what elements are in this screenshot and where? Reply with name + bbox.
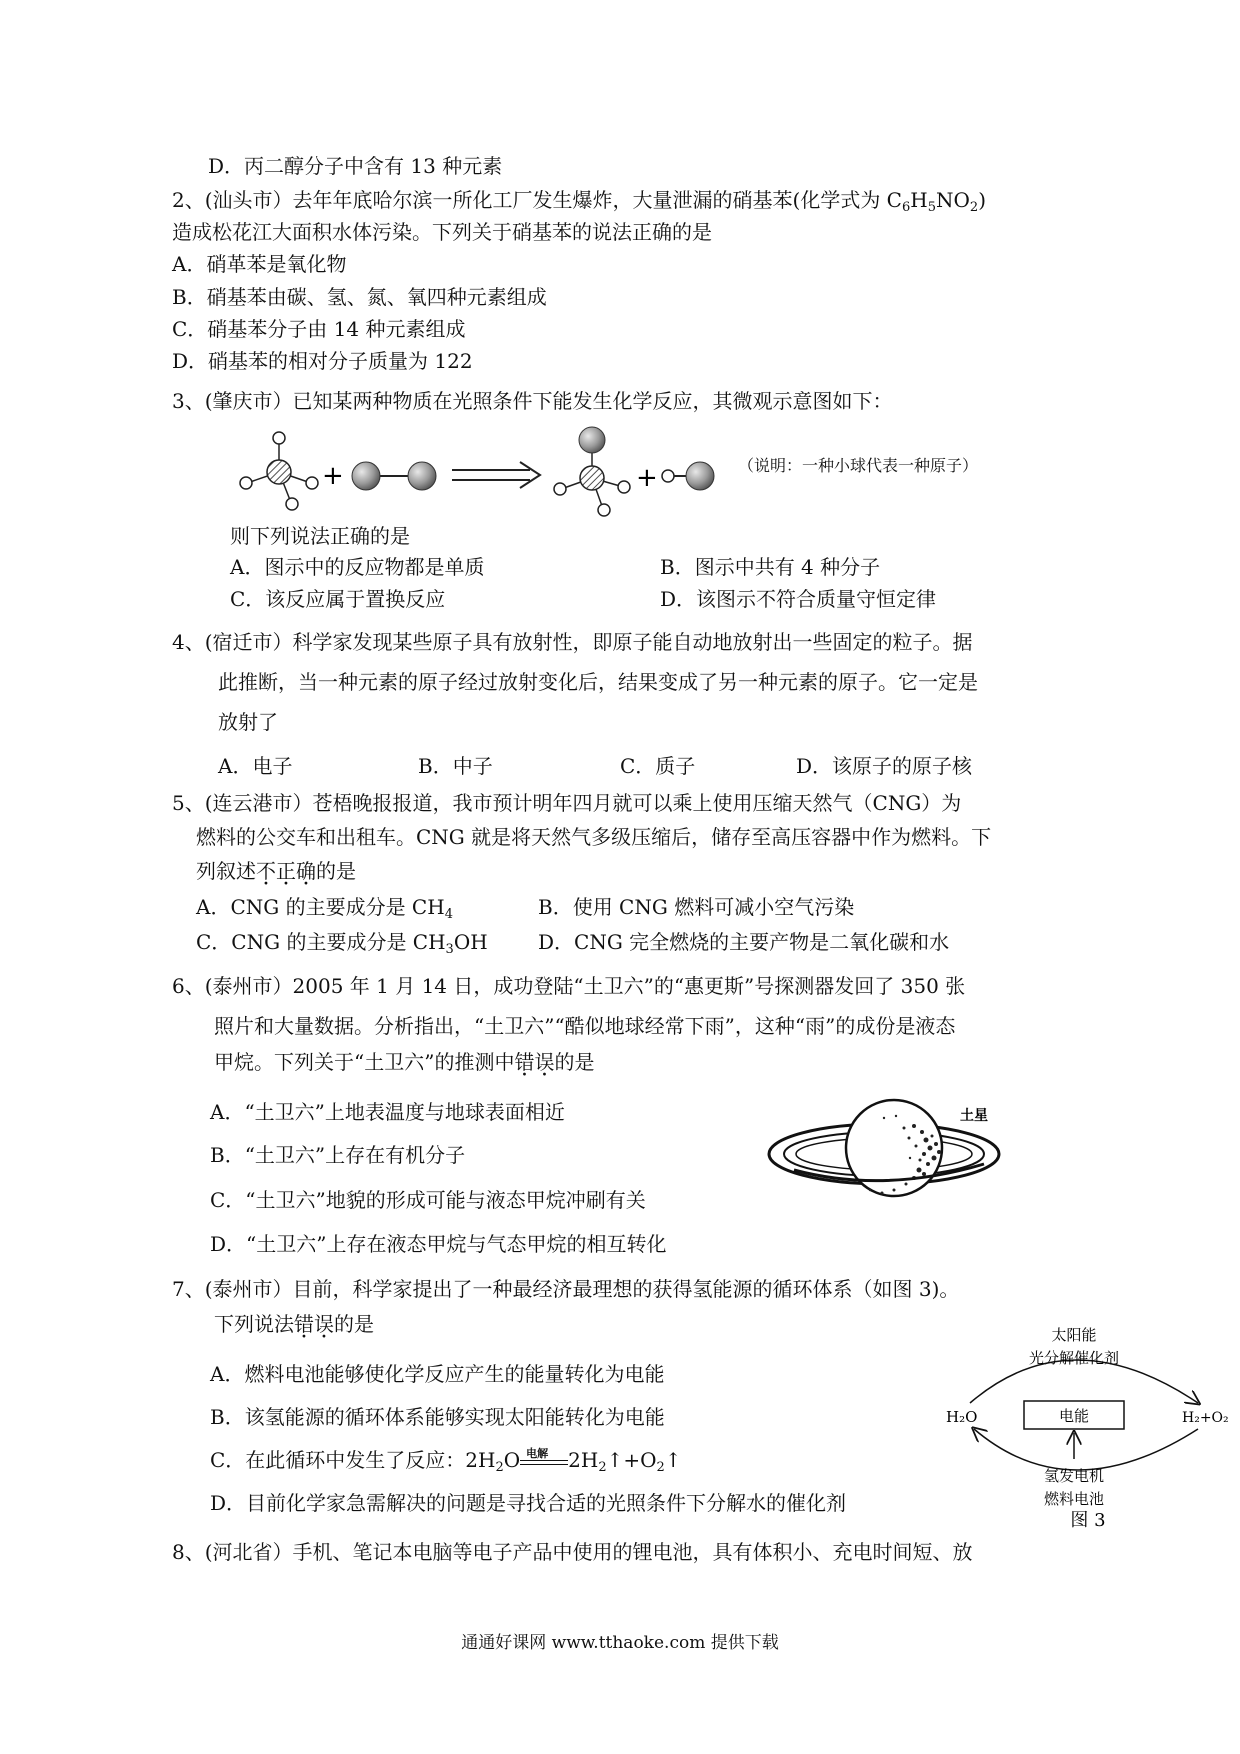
electrolysis-condition: 电解 (526, 1446, 549, 1460)
q5-option-d: D．CNG 完全燃烧的主要产物是二氧化碳和水 (538, 930, 950, 954)
q7-stem-line2: 下列说法错误的是 (214, 1312, 374, 1336)
q8-stem-line1: 8、(河北省）手机、笔记本电脑等电子产品中使用的锂电池，具有体积小、充电时间短、放 (172, 1540, 973, 1564)
q2-stem-line1: 2、(汕头市）去年年底哈尔滨一所化工厂发生爆炸，大量泄漏的硝基苯(化学式为 $C_6H_5NO_2$) (172, 188, 987, 215)
q2-stem-line2: 造成松花江大面积水体污染。下列关于硝基苯的说法正确的是 (172, 220, 712, 244)
label-catalyst: 光分解催化剂 (1028, 1349, 1120, 1367)
reactant-molecule-1 (240, 432, 318, 510)
product-molecule-2 (662, 462, 714, 490)
product-molecule-1 (554, 427, 630, 516)
q4-stem-line3: 放射了 (218, 710, 278, 734)
q3-option-b: B．图示中共有 4 种分子 (660, 555, 881, 579)
q5-stem-line2: 燃料的公交车和出租车。CNG 就是将天然气多级压缩后，储存至高压容器中作为燃料。下 (196, 825, 992, 849)
q5-stem-line3: 列叙述不正确的是 (196, 859, 356, 883)
label-electric-energy: 电能 (1058, 1407, 1090, 1425)
page-footer: 通通好课网 www.tthaoke.com 提供下载 (461, 1633, 779, 1653)
q7-option-b: B．该氢能源的循环体系能够实现太阳能转化为电能 (210, 1405, 665, 1429)
q5-option-a: A．CNG 的主要成分是 $CH_4$ (196, 895, 453, 922)
q2-option-c: C．硝基苯分子由 14 种元素组成 (172, 317, 466, 341)
q4-stem-line2: 此推断，当一种元素的原子经过放射变化后，结果变成了另一种元素的原子。它一定是 (218, 670, 978, 694)
reactant-molecule-2 (352, 462, 436, 490)
q7-option-a: A．燃料电池能够使化学反应产生的能量转化为电能 (210, 1362, 665, 1386)
q7-stem-line1: 7、(泰州市）目前，科学家提出了一种最经济最理想的获得氢能源的循环体系（如图 3)。 (172, 1277, 960, 1301)
q3-note: （说明：一种小球代表一种原子） (738, 456, 979, 475)
q6-option-b: B．“土卫六”上存在有机分子 (210, 1143, 466, 1167)
q3-option-a: A．图示中的反应物都是单质 (230, 555, 485, 579)
q6-stem-line1: 6、(泰州市）2005 年 1 月 14 日，成功登陆“土卫六”的“惠更斯”号探测器发回了 350 张 (172, 974, 966, 998)
plus-sign-2: + (636, 463, 658, 493)
q7-option-d: D．目前化学家急需解决的问题是寻找合适的光照条件下分解水的催化剂 (210, 1491, 847, 1515)
label-fuel-cell: 燃料电池 (1043, 1490, 1105, 1508)
q6-stem-line2: 照片和大量数据。分析指出，“土卫六”“酷似地球经常下雨”，这种“雨”的成份是液态 (214, 1014, 956, 1038)
q6-option-a: A．“土卫六”上地表温度与地球表面相近 (210, 1100, 565, 1124)
q4-option-d: D．该原子的原子核 (796, 754, 973, 778)
saturn-label: 土星 (960, 1108, 988, 1124)
q3-option-c: C．该反应属于置换反应 (230, 587, 446, 611)
q2-option-a: A．硝革苯是氧化物 (172, 252, 347, 276)
saturn-illustration (764, 1098, 1012, 1210)
q6-option-c: C．“土卫六”地貌的形成可能与液态甲烷冲刷有关 (210, 1188, 646, 1212)
cycle-arrow-bottom (974, 1429, 1198, 1470)
label-hydrogen-generator: 氢发电机 (1043, 1467, 1105, 1485)
label-h2o: H₂O (946, 1408, 978, 1426)
label-solar: 太阳能 (1051, 1326, 1097, 1344)
label-h2-o2: H₂+O₂ (1182, 1410, 1229, 1426)
q1-option-d: D．丙二醇分子中含有 13 种元素 (208, 154, 503, 178)
q3-ask: 则下列说法正确的是 (230, 524, 410, 548)
hydrogen-cycle-diagram (940, 1325, 1240, 1530)
q7-option-c: C．在此循环中发生了反应：$2H_2O$ 电解 $2H_2↑+O_2↑$ (210, 1446, 682, 1482)
q6-option-d: D．“土卫六”上存在液态甲烷与气态甲烷的相互转化 (210, 1232, 667, 1256)
q5-option-b: B．使用 CNG 燃料可减小空气污染 (538, 895, 855, 919)
q2-option-d: D．硝基苯的相对分子质量为 122 (172, 349, 473, 373)
q4-option-b: B．中子 (418, 754, 493, 778)
q4-stem-line1: 4、(宿迁市）科学家发现某些原子具有放射性，即原子能自动地放射出一些固定的粒子。据 (172, 630, 973, 654)
reaction-arrow (452, 462, 540, 488)
figure-caption: 图 3 (1070, 1510, 1106, 1530)
q6-stem-line3: 甲烷。下列关于“土卫六”的推测中错误的是 (214, 1050, 595, 1074)
q4-option-c: C．质子 (620, 754, 696, 778)
q5-option-c: C．CNG 的主要成分是 $CH_3OH$ (196, 930, 488, 957)
reaction-diagram (230, 420, 730, 520)
q4-option-a: A．电子 (218, 754, 293, 778)
q3-stem: 3、(肇庆市）已知某两种物质在光照条件下能发生化学反应，其微观示意图如下： (172, 389, 893, 413)
q3-option-d: D．该图示不符合质量守恒定律 (660, 587, 937, 611)
plus-sign-1: + (322, 461, 344, 491)
q5-stem-line1: 5、(连云港市）苍梧晚报报道，我市预计明年四月就可以乘上使用压缩天然气（CNG）为 (172, 791, 962, 815)
q2-option-b: B．硝基苯由碳、氢、氮、氧四种元素组成 (172, 285, 547, 309)
